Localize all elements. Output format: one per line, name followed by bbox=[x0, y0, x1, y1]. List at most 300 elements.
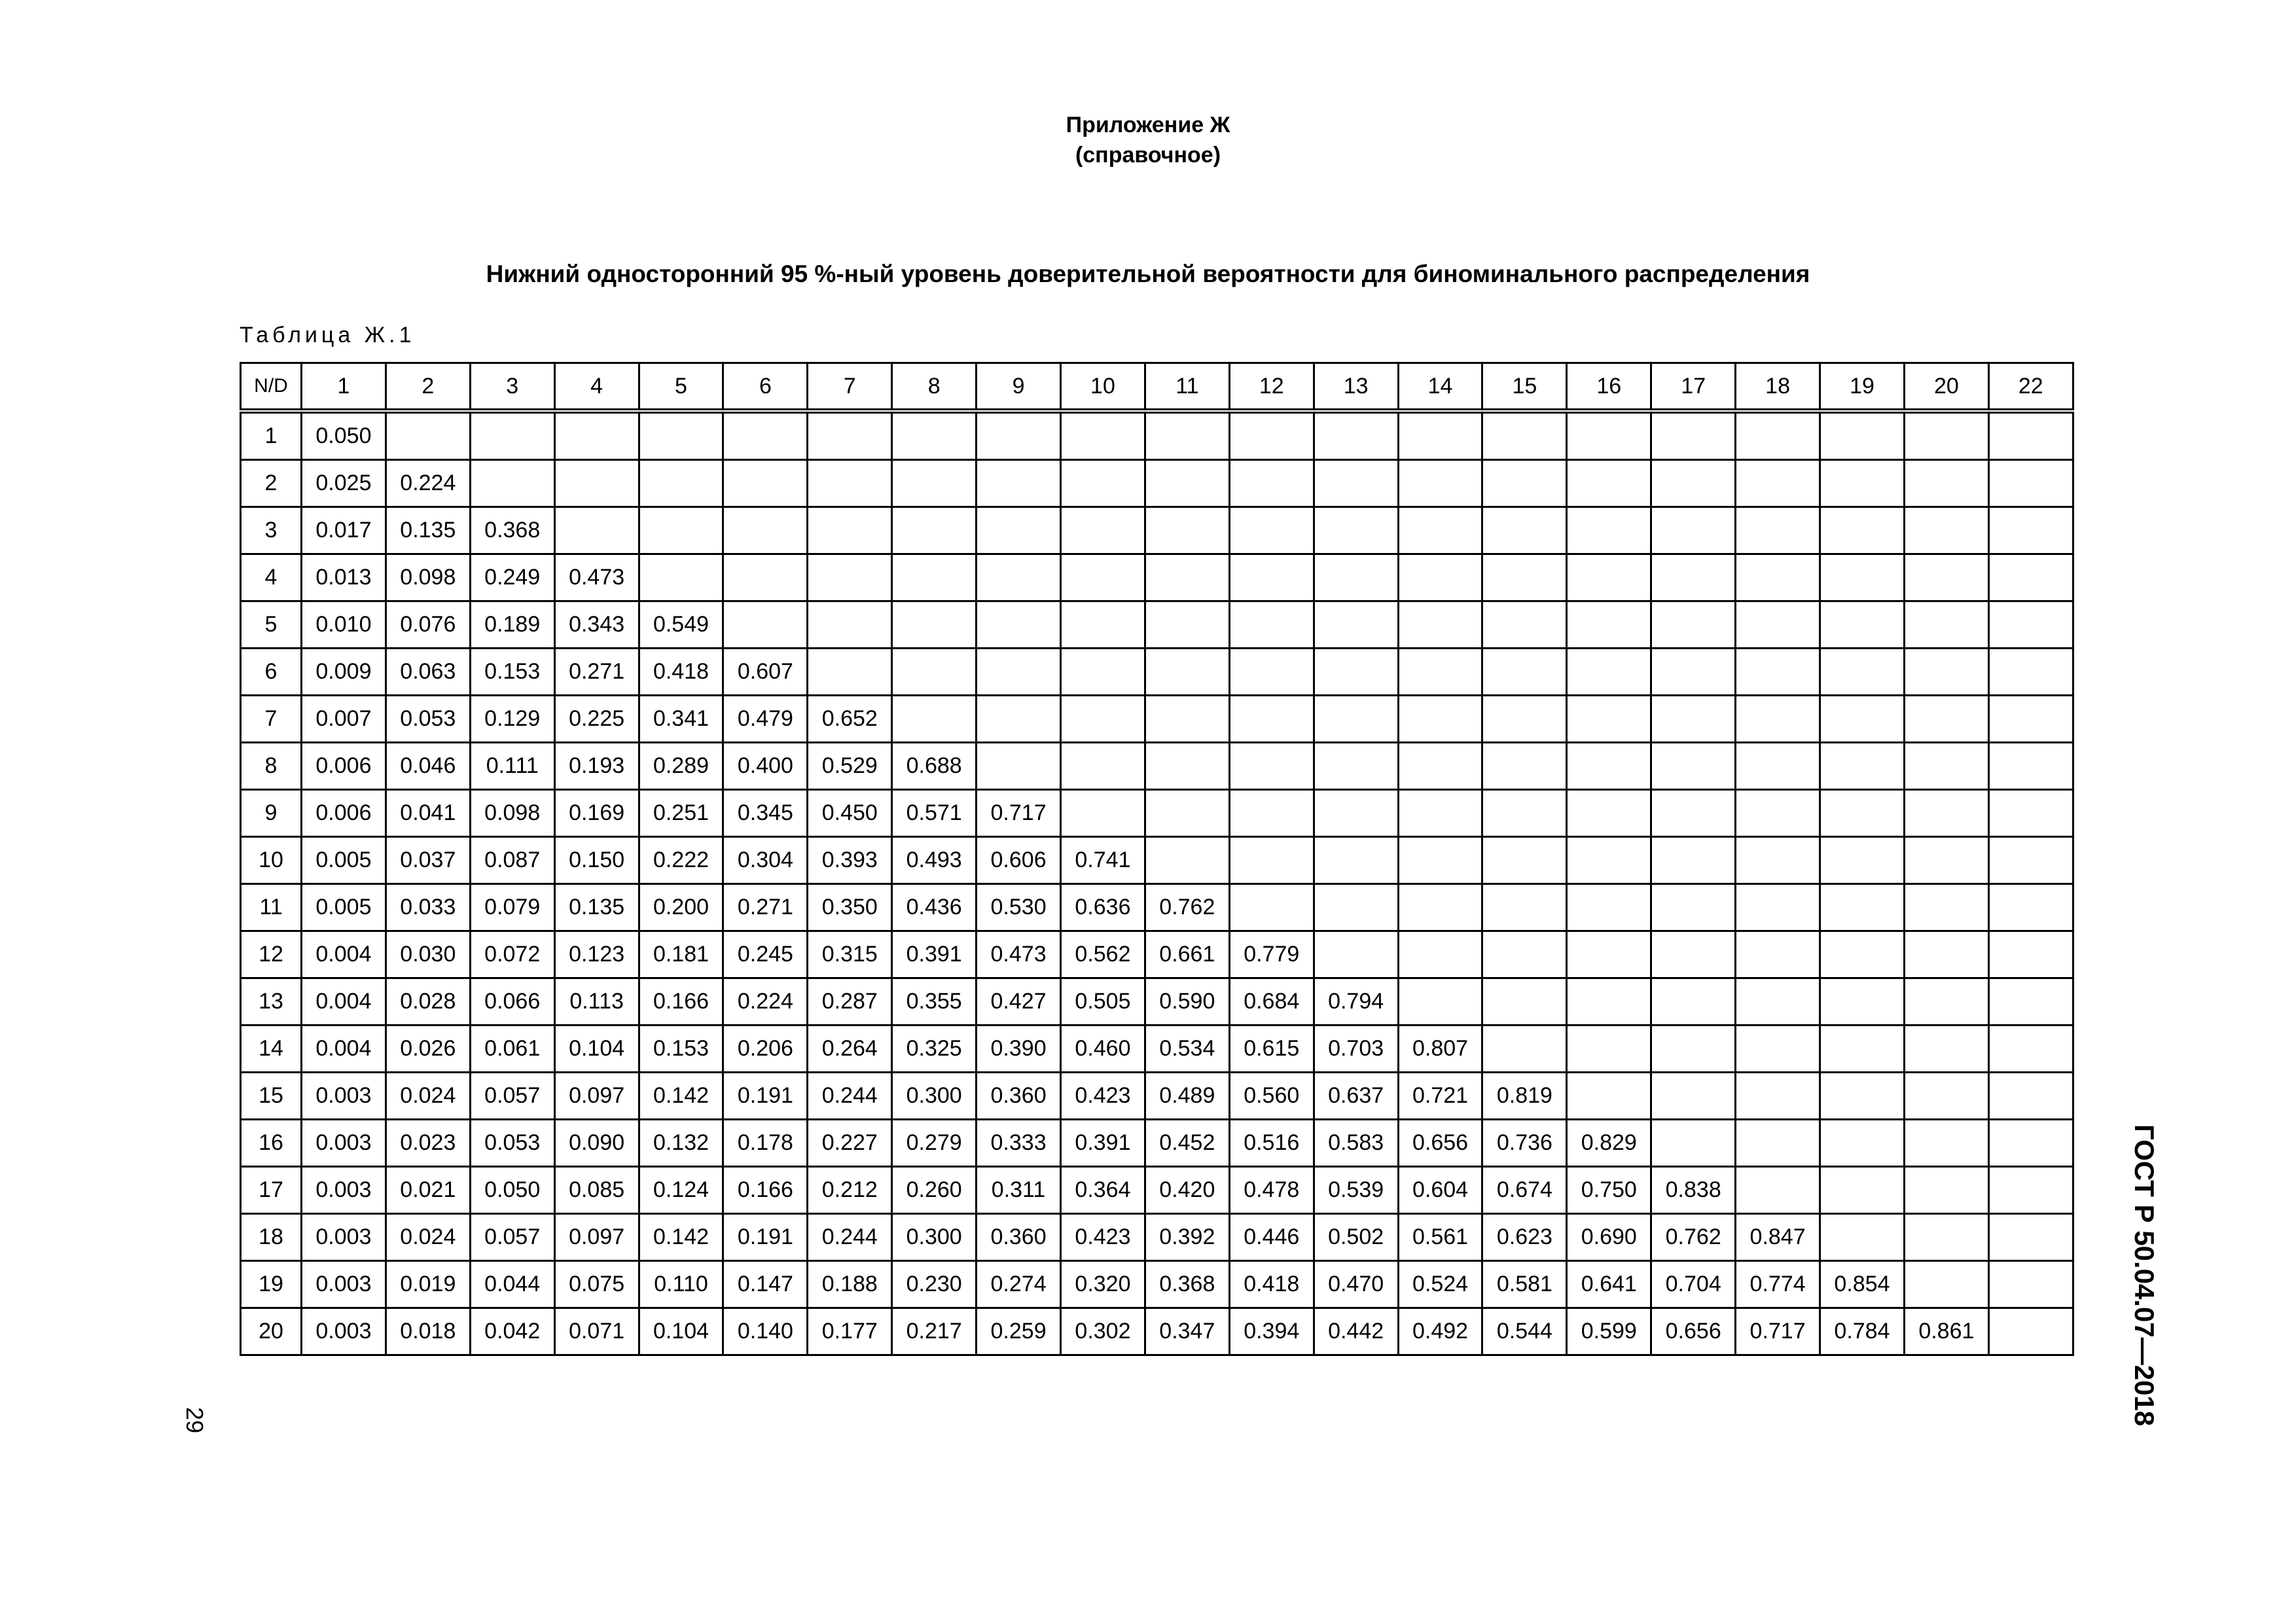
table-cell: 0.104 bbox=[639, 1308, 723, 1355]
table-cell: 0.227 bbox=[808, 1120, 892, 1167]
table-cell bbox=[1736, 649, 1820, 696]
table-cell bbox=[1061, 790, 1145, 837]
table-cell: 0.561 bbox=[1398, 1214, 1482, 1261]
table-cell: 0.392 bbox=[1145, 1214, 1229, 1261]
table-cell bbox=[1651, 649, 1736, 696]
table-cell bbox=[1398, 411, 1482, 460]
table-cell: 0.110 bbox=[639, 1261, 723, 1308]
table-cell bbox=[1651, 743, 1736, 790]
row-header: 13 bbox=[241, 978, 302, 1026]
table-cell bbox=[1145, 601, 1229, 649]
table-cell: 0.341 bbox=[639, 696, 723, 743]
table-cell: 0.046 bbox=[386, 743, 470, 790]
table-cell: 0.300 bbox=[892, 1214, 977, 1261]
table-cell: 0.057 bbox=[470, 1214, 554, 1261]
table-cell bbox=[639, 460, 723, 507]
table-cell bbox=[1904, 1073, 1988, 1120]
table-cell: 0.304 bbox=[723, 837, 808, 884]
table-cell bbox=[1820, 601, 1905, 649]
table-cell bbox=[1651, 696, 1736, 743]
column-header: 5 bbox=[639, 363, 723, 412]
table-cell: 0.004 bbox=[302, 931, 386, 978]
table-cell bbox=[1988, 554, 2073, 601]
table-cell bbox=[1145, 460, 1229, 507]
table-cell: 0.018 bbox=[386, 1308, 470, 1355]
table-cell bbox=[1061, 649, 1145, 696]
table-cell: 0.393 bbox=[808, 837, 892, 884]
table-cell bbox=[1145, 554, 1229, 601]
table-cell: 0.606 bbox=[977, 837, 1061, 884]
table-cell bbox=[554, 411, 639, 460]
table-header-row bbox=[241, 363, 2073, 412]
table-cell bbox=[1061, 411, 1145, 460]
table-cell bbox=[1736, 1120, 1820, 1167]
row-header: 8 bbox=[241, 743, 302, 790]
table-row bbox=[241, 696, 2073, 743]
table-cell bbox=[1651, 1073, 1736, 1120]
table-cell bbox=[1988, 743, 2073, 790]
table-cell: 0.097 bbox=[554, 1214, 639, 1261]
table-cell: 0.391 bbox=[892, 931, 977, 978]
table-cell bbox=[892, 649, 977, 696]
table-cell bbox=[977, 507, 1061, 554]
table-cell: 0.544 bbox=[1482, 1308, 1567, 1355]
table-cell bbox=[1567, 884, 1651, 931]
table-cell: 0.345 bbox=[723, 790, 808, 837]
table-cell bbox=[1482, 1026, 1567, 1073]
table-cell bbox=[1398, 931, 1482, 978]
table-cell bbox=[1988, 696, 2073, 743]
table-cell bbox=[1904, 837, 1988, 884]
table-cell: 0.688 bbox=[892, 743, 977, 790]
appendix-title: Приложение Ж bbox=[1066, 113, 1230, 137]
row-header: 4 bbox=[241, 554, 302, 601]
table-cell bbox=[1398, 601, 1482, 649]
table-cell bbox=[1651, 507, 1736, 554]
table-cell: 0.360 bbox=[977, 1073, 1061, 1120]
table-cell: 0.311 bbox=[977, 1167, 1061, 1214]
table-cell: 0.006 bbox=[302, 790, 386, 837]
table-cell bbox=[1482, 411, 1567, 460]
table-cell bbox=[1398, 649, 1482, 696]
table-cell: 0.028 bbox=[386, 978, 470, 1026]
table-cell bbox=[1988, 601, 2073, 649]
table-row bbox=[241, 554, 2073, 601]
table-cell: 0.189 bbox=[470, 601, 554, 649]
table-cell: 0.191 bbox=[723, 1214, 808, 1261]
table-cell: 0.224 bbox=[723, 978, 808, 1026]
table-cell bbox=[977, 649, 1061, 696]
table-cell bbox=[1482, 554, 1567, 601]
table-cell: 0.041 bbox=[386, 790, 470, 837]
table-cell: 0.123 bbox=[554, 931, 639, 978]
table-cell bbox=[1567, 743, 1651, 790]
table-cell: 0.124 bbox=[639, 1167, 723, 1214]
table-row bbox=[241, 507, 2073, 554]
table-cell: 0.251 bbox=[639, 790, 723, 837]
table-cell bbox=[1904, 790, 1988, 837]
table-cell: 0.178 bbox=[723, 1120, 808, 1167]
table-cell bbox=[1567, 978, 1651, 1026]
table-cell: 0.762 bbox=[1651, 1214, 1736, 1261]
table-cell bbox=[1314, 790, 1398, 837]
table-cell: 0.656 bbox=[1651, 1308, 1736, 1355]
row-header: 3 bbox=[241, 507, 302, 554]
table-cell bbox=[1904, 507, 1988, 554]
table-cell: 0.003 bbox=[302, 1214, 386, 1261]
table-cell bbox=[1229, 601, 1314, 649]
table-cell bbox=[1398, 837, 1482, 884]
table-cell bbox=[1482, 507, 1567, 554]
table-cell: 0.750 bbox=[1567, 1167, 1651, 1214]
table-cell bbox=[1988, 507, 2073, 554]
table-cell: 0.534 bbox=[1145, 1026, 1229, 1073]
table-cell: 0.607 bbox=[723, 649, 808, 696]
table-cell: 0.604 bbox=[1398, 1167, 1482, 1214]
table-label: Таблица Ж.1 bbox=[240, 323, 416, 348]
table-cell bbox=[977, 411, 1061, 460]
table-cell: 0.053 bbox=[386, 696, 470, 743]
table-cell: 0.302 bbox=[1061, 1308, 1145, 1355]
table-cell bbox=[1651, 411, 1736, 460]
table-cell bbox=[1736, 743, 1820, 790]
table-cell bbox=[1904, 460, 1988, 507]
table-cell: 0.009 bbox=[302, 649, 386, 696]
table-cell: 0.794 bbox=[1314, 978, 1398, 1026]
table-cell: 0.360 bbox=[977, 1214, 1061, 1261]
table-cell: 0.446 bbox=[1229, 1214, 1314, 1261]
table-cell bbox=[1820, 696, 1905, 743]
table-cell bbox=[977, 460, 1061, 507]
table-cell: 0.166 bbox=[723, 1167, 808, 1214]
table-cell bbox=[1567, 790, 1651, 837]
table-cell bbox=[1736, 884, 1820, 931]
table-cell: 0.436 bbox=[892, 884, 977, 931]
table-cell: 0.024 bbox=[386, 1214, 470, 1261]
column-header: 7 bbox=[808, 363, 892, 412]
table-cell bbox=[1904, 884, 1988, 931]
table-cell bbox=[1651, 837, 1736, 884]
table-cell: 0.271 bbox=[554, 649, 639, 696]
table-cell: 0.230 bbox=[892, 1261, 977, 1308]
table-cell: 0.325 bbox=[892, 1026, 977, 1073]
table-cell bbox=[808, 554, 892, 601]
table-row bbox=[241, 1261, 2073, 1308]
column-header: 11 bbox=[1145, 363, 1229, 412]
table-cell: 0.140 bbox=[723, 1308, 808, 1355]
table-cell: 0.450 bbox=[808, 790, 892, 837]
table-cell: 0.005 bbox=[302, 884, 386, 931]
table-cell: 0.368 bbox=[1145, 1261, 1229, 1308]
table-cell: 0.390 bbox=[977, 1026, 1061, 1073]
table-cell bbox=[1567, 411, 1651, 460]
column-header: 17 bbox=[1651, 363, 1736, 412]
table-cell bbox=[1820, 460, 1905, 507]
table-cell bbox=[1820, 837, 1905, 884]
table-cell bbox=[1398, 743, 1482, 790]
table-cell: 0.684 bbox=[1229, 978, 1314, 1026]
table-cell: 0.244 bbox=[808, 1214, 892, 1261]
table-cell bbox=[1398, 978, 1482, 1026]
table-cell: 0.053 bbox=[470, 1120, 554, 1167]
table-cell bbox=[1988, 1026, 2073, 1073]
table-cell: 0.245 bbox=[723, 931, 808, 978]
table-cell bbox=[723, 507, 808, 554]
table-cell: 0.260 bbox=[892, 1167, 977, 1214]
table-cell bbox=[892, 601, 977, 649]
table-cell: 0.529 bbox=[808, 743, 892, 790]
table-cell bbox=[1904, 1261, 1988, 1308]
table-cell bbox=[1229, 884, 1314, 931]
table-cell: 0.736 bbox=[1482, 1120, 1567, 1167]
table-cell bbox=[1820, 1026, 1905, 1073]
table-cell bbox=[1820, 1214, 1905, 1261]
table-cell: 0.300 bbox=[892, 1073, 977, 1120]
table-cell: 0.762 bbox=[1145, 884, 1229, 931]
table-cell bbox=[1736, 601, 1820, 649]
table-cell: 0.057 bbox=[470, 1073, 554, 1120]
column-header: 10 bbox=[1061, 363, 1145, 412]
table-cell: 0.420 bbox=[1145, 1167, 1229, 1214]
table-cell: 0.452 bbox=[1145, 1120, 1229, 1167]
table-cell bbox=[554, 460, 639, 507]
table-cell: 0.212 bbox=[808, 1167, 892, 1214]
table-cell bbox=[1482, 790, 1567, 837]
row-header: 16 bbox=[241, 1120, 302, 1167]
table-cell bbox=[1314, 411, 1398, 460]
table-cell: 0.169 bbox=[554, 790, 639, 837]
table-cell: 0.717 bbox=[977, 790, 1061, 837]
table-cell bbox=[1314, 460, 1398, 507]
column-header: 8 bbox=[892, 363, 977, 412]
table-cell bbox=[1988, 411, 2073, 460]
table-cell: 0.142 bbox=[639, 1214, 723, 1261]
table-cell: 0.217 bbox=[892, 1308, 977, 1355]
table-cell bbox=[977, 696, 1061, 743]
table-cell bbox=[808, 460, 892, 507]
table-cell: 0.200 bbox=[639, 884, 723, 931]
table-cell: 0.674 bbox=[1482, 1167, 1567, 1214]
table-cell bbox=[639, 507, 723, 554]
table-cell: 0.225 bbox=[554, 696, 639, 743]
table-cell: 0.400 bbox=[723, 743, 808, 790]
row-header: 2 bbox=[241, 460, 302, 507]
table-cell: 0.259 bbox=[977, 1308, 1061, 1355]
table-cell: 0.050 bbox=[470, 1167, 554, 1214]
table-cell bbox=[1061, 601, 1145, 649]
table-cell: 0.224 bbox=[386, 460, 470, 507]
table-cell: 0.427 bbox=[977, 978, 1061, 1026]
table-cell bbox=[1904, 554, 1988, 601]
table-cell: 0.004 bbox=[302, 1026, 386, 1073]
table-cell bbox=[1567, 601, 1651, 649]
table-cell: 0.153 bbox=[639, 1026, 723, 1073]
table-cell bbox=[470, 411, 554, 460]
table-cell: 0.502 bbox=[1314, 1214, 1398, 1261]
table-cell: 0.492 bbox=[1398, 1308, 1482, 1355]
table-cell: 0.637 bbox=[1314, 1073, 1398, 1120]
table-cell bbox=[1061, 507, 1145, 554]
row-header: 6 bbox=[241, 649, 302, 696]
table-cell bbox=[554, 507, 639, 554]
table-cell: 0.206 bbox=[723, 1026, 808, 1073]
table-cell: 0.355 bbox=[892, 978, 977, 1026]
table-cell: 0.222 bbox=[639, 837, 723, 884]
table-cell: 0.343 bbox=[554, 601, 639, 649]
table-cell: 0.021 bbox=[386, 1167, 470, 1214]
table-cell bbox=[1904, 1214, 1988, 1261]
table-cell bbox=[1145, 837, 1229, 884]
table-cell bbox=[1314, 837, 1398, 884]
table-cell: 0.098 bbox=[386, 554, 470, 601]
table-cell bbox=[1314, 931, 1398, 978]
table-heading: Нижний односторонний 95 %-ный уровень доверительной вероятности для биноминального распределения bbox=[486, 260, 1810, 287]
table-cell: 0.847 bbox=[1736, 1214, 1820, 1261]
row-header: 7 bbox=[241, 696, 302, 743]
table-cell bbox=[1229, 790, 1314, 837]
appendix-subtitle: (справочное) bbox=[1075, 143, 1221, 168]
table-cell bbox=[1314, 743, 1398, 790]
table-cell: 0.717 bbox=[1736, 1308, 1820, 1355]
table-cell: 0.063 bbox=[386, 649, 470, 696]
table-cell bbox=[1061, 460, 1145, 507]
column-header: 15 bbox=[1482, 363, 1567, 412]
table-cell bbox=[1145, 696, 1229, 743]
table-cell: 0.590 bbox=[1145, 978, 1229, 1026]
standard-code: ГОСТ Р 50.04.07—2018 bbox=[2129, 1124, 2160, 1427]
table-cell: 0.244 bbox=[808, 1073, 892, 1120]
table-cell: 0.023 bbox=[386, 1120, 470, 1167]
table-cell: 0.479 bbox=[723, 696, 808, 743]
table-cell: 0.071 bbox=[554, 1308, 639, 1355]
table-cell: 0.193 bbox=[554, 743, 639, 790]
row-header: 11 bbox=[241, 884, 302, 931]
table-cell: 0.473 bbox=[977, 931, 1061, 978]
table-cell bbox=[1736, 978, 1820, 1026]
table-cell bbox=[1229, 507, 1314, 554]
column-header: 16 bbox=[1567, 363, 1651, 412]
table-cell: 0.460 bbox=[1061, 1026, 1145, 1073]
table-cell bbox=[1567, 649, 1651, 696]
table-row bbox=[241, 601, 2073, 649]
table-cell: 0.807 bbox=[1398, 1026, 1482, 1073]
table-cell: 0.066 bbox=[470, 978, 554, 1026]
table-cell bbox=[1651, 978, 1736, 1026]
table-cell bbox=[1145, 411, 1229, 460]
table-cell: 0.394 bbox=[1229, 1308, 1314, 1355]
table-cell bbox=[1988, 1308, 2073, 1355]
table-cell bbox=[892, 507, 977, 554]
row-header: 1 bbox=[241, 411, 302, 460]
table-cell bbox=[1651, 790, 1736, 837]
table-cell: 0.274 bbox=[977, 1261, 1061, 1308]
table-cell bbox=[1988, 884, 2073, 931]
table-cell: 0.333 bbox=[977, 1120, 1061, 1167]
table-cell: 0.636 bbox=[1061, 884, 1145, 931]
table-cell bbox=[386, 411, 470, 460]
table-cell bbox=[1988, 1261, 2073, 1308]
table-row bbox=[241, 1214, 2073, 1261]
table-cell: 0.478 bbox=[1229, 1167, 1314, 1214]
table-cell: 0.181 bbox=[639, 931, 723, 978]
table-cell bbox=[1988, 837, 2073, 884]
table-cell: 0.652 bbox=[808, 696, 892, 743]
table-cell bbox=[1651, 884, 1736, 931]
table-cell: 0.030 bbox=[386, 931, 470, 978]
table-cell bbox=[1988, 1214, 2073, 1261]
table-cell bbox=[1482, 884, 1567, 931]
column-header: 20 bbox=[1904, 363, 1988, 412]
table-cell bbox=[1229, 554, 1314, 601]
table-cell bbox=[1988, 460, 2073, 507]
table-cell: 0.075 bbox=[554, 1261, 639, 1308]
table-cell: 0.539 bbox=[1314, 1167, 1398, 1214]
row-header: 5 bbox=[241, 601, 302, 649]
table-cell: 0.571 bbox=[892, 790, 977, 837]
table-cell bbox=[1398, 507, 1482, 554]
table-row bbox=[241, 837, 2073, 884]
table-cell bbox=[1482, 696, 1567, 743]
table-cell bbox=[1736, 790, 1820, 837]
table-cell bbox=[1314, 601, 1398, 649]
table-cell bbox=[1482, 837, 1567, 884]
table-cell: 0.013 bbox=[302, 554, 386, 601]
table-cell: 0.350 bbox=[808, 884, 892, 931]
table-cell bbox=[1567, 696, 1651, 743]
table-cell bbox=[1988, 978, 2073, 1026]
table-cell bbox=[1482, 601, 1567, 649]
table-cell bbox=[1820, 978, 1905, 1026]
table-cell bbox=[1314, 649, 1398, 696]
table-cell bbox=[1651, 931, 1736, 978]
table-cell bbox=[1736, 837, 1820, 884]
table-cell: 0.641 bbox=[1567, 1261, 1651, 1308]
table-cell bbox=[1988, 1120, 2073, 1167]
table-cell: 0.473 bbox=[554, 554, 639, 601]
table-cell: 0.135 bbox=[554, 884, 639, 931]
table-row bbox=[241, 649, 2073, 696]
table-cell bbox=[1229, 837, 1314, 884]
table-cell bbox=[1314, 507, 1398, 554]
row-header: 17 bbox=[241, 1167, 302, 1214]
column-header: 13 bbox=[1314, 363, 1398, 412]
table-cell bbox=[1398, 696, 1482, 743]
row-header: 19 bbox=[241, 1261, 302, 1308]
table-cell bbox=[1736, 460, 1820, 507]
table-cell: 0.347 bbox=[1145, 1308, 1229, 1355]
table-cell bbox=[1567, 460, 1651, 507]
table-cell bbox=[1736, 507, 1820, 554]
table-cell: 0.661 bbox=[1145, 931, 1229, 978]
table-cell: 0.017 bbox=[302, 507, 386, 554]
table-cell bbox=[1398, 884, 1482, 931]
table-cell: 0.289 bbox=[639, 743, 723, 790]
table-cell: 0.113 bbox=[554, 978, 639, 1026]
table-cell: 0.003 bbox=[302, 1120, 386, 1167]
table-cell bbox=[639, 411, 723, 460]
table-cell bbox=[723, 601, 808, 649]
table-cell: 0.423 bbox=[1061, 1214, 1145, 1261]
table-cell: 0.779 bbox=[1229, 931, 1314, 978]
table-cell: 0.264 bbox=[808, 1026, 892, 1073]
table-cell: 0.003 bbox=[302, 1261, 386, 1308]
table-cell: 0.142 bbox=[639, 1073, 723, 1120]
table-cell: 0.003 bbox=[302, 1073, 386, 1120]
table-cell: 0.583 bbox=[1314, 1120, 1398, 1167]
column-header: 2 bbox=[386, 363, 470, 412]
table-cell bbox=[892, 411, 977, 460]
table-cell: 0.033 bbox=[386, 884, 470, 931]
